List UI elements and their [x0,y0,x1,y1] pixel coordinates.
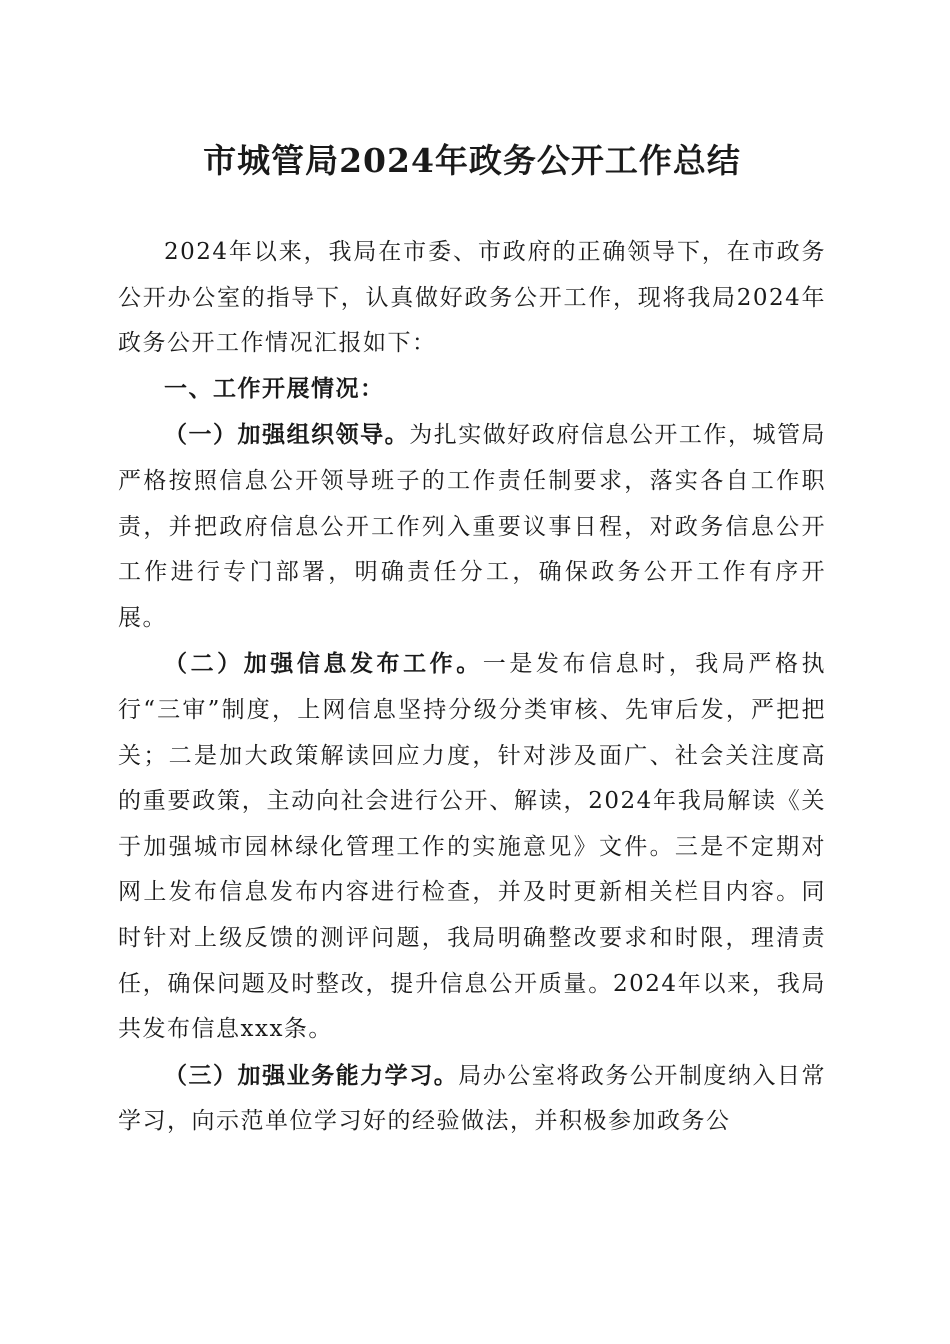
item-3-text: 局办公室将政务公开制度纳入日常学习，向示范单位学习好的经验做法，并积极参加政务公 [118,1062,827,1135]
item-2-lead: （二）加强信息发布工作。 [164,650,483,678]
section-heading: 一、工作开展情况： [164,375,385,402]
item-3-paragraph [118,1053,826,1145]
item-3-lead: （三）加强业务能力学习。 [164,1061,459,1089]
item-1-text: 为扎实做好政府信息公开工作，城管局严格按照信息公开领导班子的工作责任制要求，落实各自工作职责，并把政府信息公开工作列入重要议事日程，对政务信息公开工作进行专门部署，明确责任分工，确保政务公开工作有序开展。 [118,422,827,631]
intro-paragraph: 2024年以来，我局在市委、市政府的正确领导下，在市政务公开办公室的指导下，认真做好政务公开工作，现将我局2024年政务公开工作情况汇报如下： [118,239,826,357]
item-2-text: 一是发布信息时，我局严格执行“三审”制度，上网信息坚持分级分类审核、先审后发，严把把关；二是加大政策解读回应力度，针对涉及面广、社会关注度高的重要政策，主动向社会进行公开、解读，2024年我局解读《关于加强城市园林绿化管理工作的实施意见》文件。三是不定期对网上发布信息发布内容进行检查，并及时更新相关栏目内容。同时针对上级反馈的测评问题，我局明确整改要求和时限，理清责任，确保问题及时整改，提升信息公开质量。2024年以来，我局共发布信息xxx条。 [118,651,826,1043]
item-1-lead: （一）加强组织领导。 [164,421,410,449]
item-2-paragraph [118,641,826,1052]
item-1-paragraph [118,412,826,641]
document-title: 市城管局2024年政务公开工作总结 [203,141,741,180]
document-body [118,230,826,1145]
